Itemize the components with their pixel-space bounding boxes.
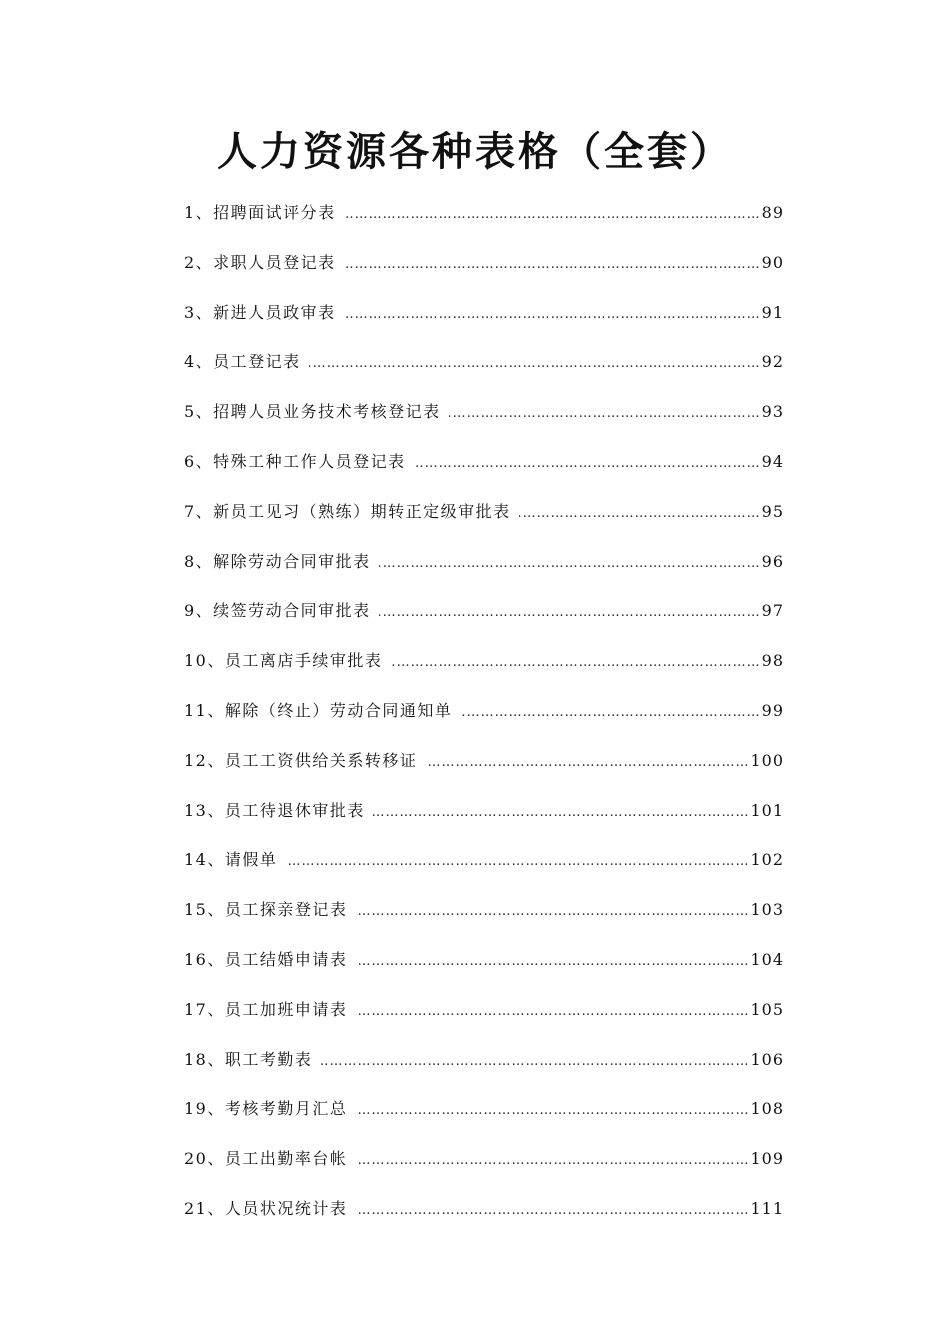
toc-dot-leader	[309, 349, 761, 379]
toc-entry[interactable]	[184, 945, 784, 995]
toc-entry-page: 95	[761, 501, 784, 521]
toc-entry-label: 7、新员工见习（熟练）期转正定级审批表	[184, 501, 511, 521]
toc-entry-label: 9、续签劳动合同审批表	[184, 601, 371, 621]
toc-entry[interactable]	[184, 347, 784, 397]
toc-entry-page: 109	[750, 1149, 784, 1169]
toc-entry-label: 16、员工结婚申请表	[184, 949, 348, 969]
toc-dot-leader	[373, 798, 750, 828]
toc-entry-page: 100	[750, 750, 784, 770]
toc-entry[interactable]	[184, 447, 784, 497]
toc-entry[interactable]	[184, 397, 784, 447]
toc-dot-leader	[519, 499, 761, 529]
toc-entry-page: 89	[761, 203, 784, 222]
toc-dot-leader	[355, 1096, 749, 1126]
toc-dot-leader	[344, 200, 761, 230]
toc-dot-leader	[320, 1047, 749, 1077]
toc-dot-leader	[355, 1146, 749, 1176]
toc-entry[interactable]	[184, 895, 784, 945]
toc-entry[interactable]	[184, 198, 784, 248]
toc-dot-leader	[355, 897, 749, 927]
toc-entry[interactable]	[184, 497, 784, 547]
toc-entry-label: 15、员工探亲登记表	[184, 900, 348, 920]
toc-entry-page: 93	[761, 402, 784, 422]
toc-entry-label: 14、请假单	[184, 850, 278, 870]
toc-entry[interactable]	[184, 1144, 784, 1194]
toc-dot-leader	[355, 997, 749, 1027]
toc-entry[interactable]	[184, 248, 784, 298]
toc-entry-label: 1、招聘面试评分表	[184, 203, 336, 222]
toc-dot-leader	[379, 598, 761, 628]
page-title: 人力资源各种表格（全套）	[217, 129, 733, 175]
toc-entry-page: 104	[750, 949, 784, 969]
toc-dot-leader	[355, 947, 749, 977]
toc-entry[interactable]	[184, 696, 784, 746]
toc-entry-page: 97	[761, 601, 784, 621]
toc-entry-page: 92	[761, 352, 784, 372]
toc-entry[interactable]	[184, 298, 784, 348]
toc-entry[interactable]	[184, 746, 784, 796]
toc-dot-leader	[355, 1196, 749, 1226]
table-of-contents	[184, 198, 784, 1244]
toc-dot-leader	[344, 300, 761, 330]
toc-entry-label: 3、新进人员政审表	[184, 302, 336, 322]
toc-entry-label: 13、员工待退休审批表	[184, 800, 365, 820]
toc-entry-page: 111	[750, 1198, 784, 1218]
toc-entry-page: 105	[750, 999, 784, 1019]
toc-entry[interactable]	[184, 995, 784, 1045]
toc-entry-page: 96	[761, 551, 784, 571]
toc-entry-page: 94	[761, 451, 784, 471]
toc-entry-page: 91	[761, 302, 784, 322]
toc-entry-label: 2、求职人员登记表	[184, 252, 336, 272]
toc-entry-page: 98	[761, 651, 784, 671]
toc-entry-label: 8、解除劳动合同审批表	[184, 551, 371, 571]
toc-entry-label: 11、解除（终止）劳动合同通知单	[184, 700, 453, 720]
toc-entry[interactable]	[184, 646, 784, 696]
toc-entry[interactable]	[184, 1194, 784, 1244]
toc-entry-label: 5、招聘人员业务技术考核登记表	[184, 402, 441, 422]
toc-entry[interactable]	[184, 796, 784, 846]
toc-entry-label: 10、员工离店手续审批表	[184, 651, 383, 671]
toc-entry-page: 90	[761, 252, 784, 272]
toc-entry[interactable]	[184, 596, 784, 646]
toc-entry[interactable]	[184, 1094, 784, 1144]
toc-entry-label: 4、员工登记表	[184, 352, 301, 372]
toc-dot-leader	[344, 250, 761, 280]
toc-entry-page: 102	[750, 850, 784, 870]
toc-entry-page: 101	[750, 800, 784, 820]
toc-entry-label: 17、员工加班申请表	[184, 999, 348, 1019]
toc-dot-leader	[449, 399, 761, 429]
toc-entry-label: 20、员工出勤率台帐	[184, 1149, 348, 1169]
toc-entry[interactable]	[184, 845, 784, 895]
toc-entry-label: 18、职工考勤表	[184, 1049, 313, 1069]
toc-dot-leader	[285, 847, 749, 877]
toc-dot-leader	[414, 449, 761, 479]
toc-entry-label: 21、人员状况统计表	[184, 1198, 348, 1218]
toc-entry-page: 108	[750, 1099, 784, 1119]
toc-entry[interactable]	[184, 1045, 784, 1095]
toc-dot-leader	[425, 748, 749, 778]
toc-entry-page: 103	[750, 900, 784, 920]
toc-dot-leader	[379, 549, 761, 579]
toc-entry-label: 19、考核考勤月汇总	[184, 1099, 348, 1119]
toc-entry-page: 99	[761, 700, 784, 720]
toc-dot-leader	[390, 648, 760, 678]
toc-dot-leader	[460, 698, 760, 728]
toc-entry-page: 106	[750, 1049, 784, 1069]
toc-entry[interactable]	[184, 547, 784, 597]
toc-entry-label: 6、特殊工种工作人员登记表	[184, 451, 406, 471]
toc-entry-label: 12、员工工资供给关系转移证	[184, 750, 418, 770]
